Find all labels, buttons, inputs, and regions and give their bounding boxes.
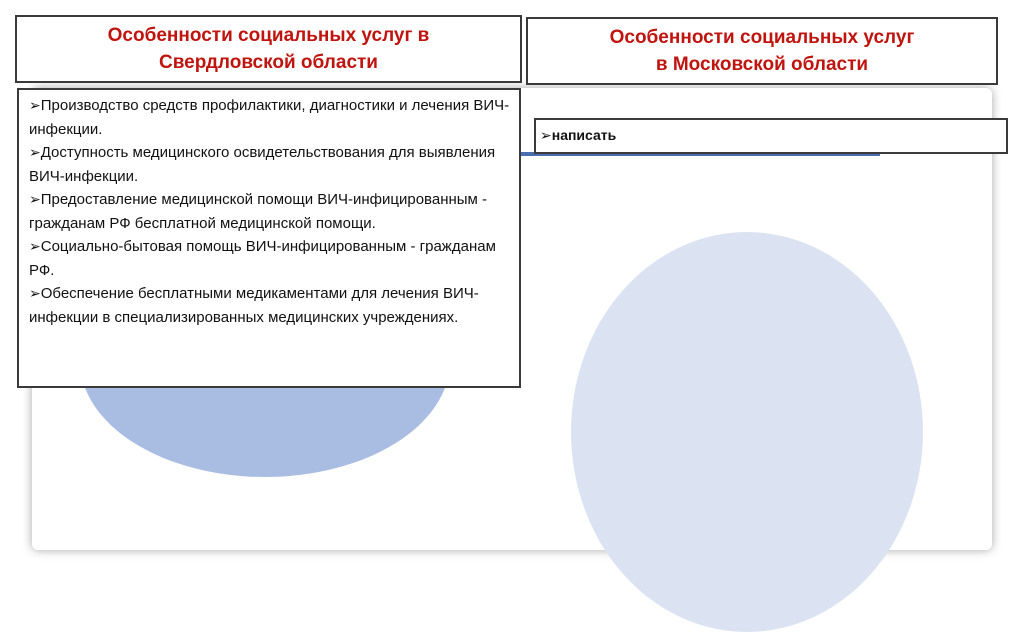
list-item: ➢Доступность медицинского освидетельствования для выявления ВИЧ-инфекции.	[29, 144, 496, 185]
decorative-circle-right	[571, 232, 923, 632]
header-moscow-line2: в Московской области	[655, 54, 869, 75]
list-item: ➢Обеспечение бесплатными медикаментами для лечения ВИЧ-инфекции в специализированных медицинских учреждениях.	[29, 285, 479, 326]
list-item: ➢Предоставление медицинской помощи ВИЧ-инфицированным - гражданам РФ бесплатной медицинской помощи.	[29, 191, 488, 232]
header-sverdlovsk-line2: Свердловской области	[159, 52, 378, 73]
list-item: ➢Производство средств профилактики, диагностики и лечения ВИЧ-инфекции.	[29, 97, 510, 138]
header-moscow-line1: Особенности социальных услуг	[609, 27, 915, 48]
arrow-bullet-icon: ➢	[29, 191, 41, 207]
header-moscow	[526, 17, 998, 85]
list-item: ➢Социально-бытовая помощь ВИЧ-инфицированным - гражданам РФ.	[29, 238, 496, 279]
header-sverdlovsk-line1: Особенности социальных услуг в	[107, 25, 430, 46]
arrow-bullet-icon: ➢	[29, 97, 41, 113]
header-sverdlovsk	[15, 15, 522, 83]
arrow-bullet-icon: ➢	[29, 238, 41, 254]
moscow-note	[534, 118, 1008, 154]
sverdlovsk-services-list	[17, 88, 521, 388]
note-text: написать	[551, 127, 617, 143]
arrow-bullet-icon: ➢	[540, 127, 552, 143]
arrow-bullet-icon: ➢	[29, 144, 41, 160]
arrow-bullet-icon: ➢	[29, 285, 41, 301]
